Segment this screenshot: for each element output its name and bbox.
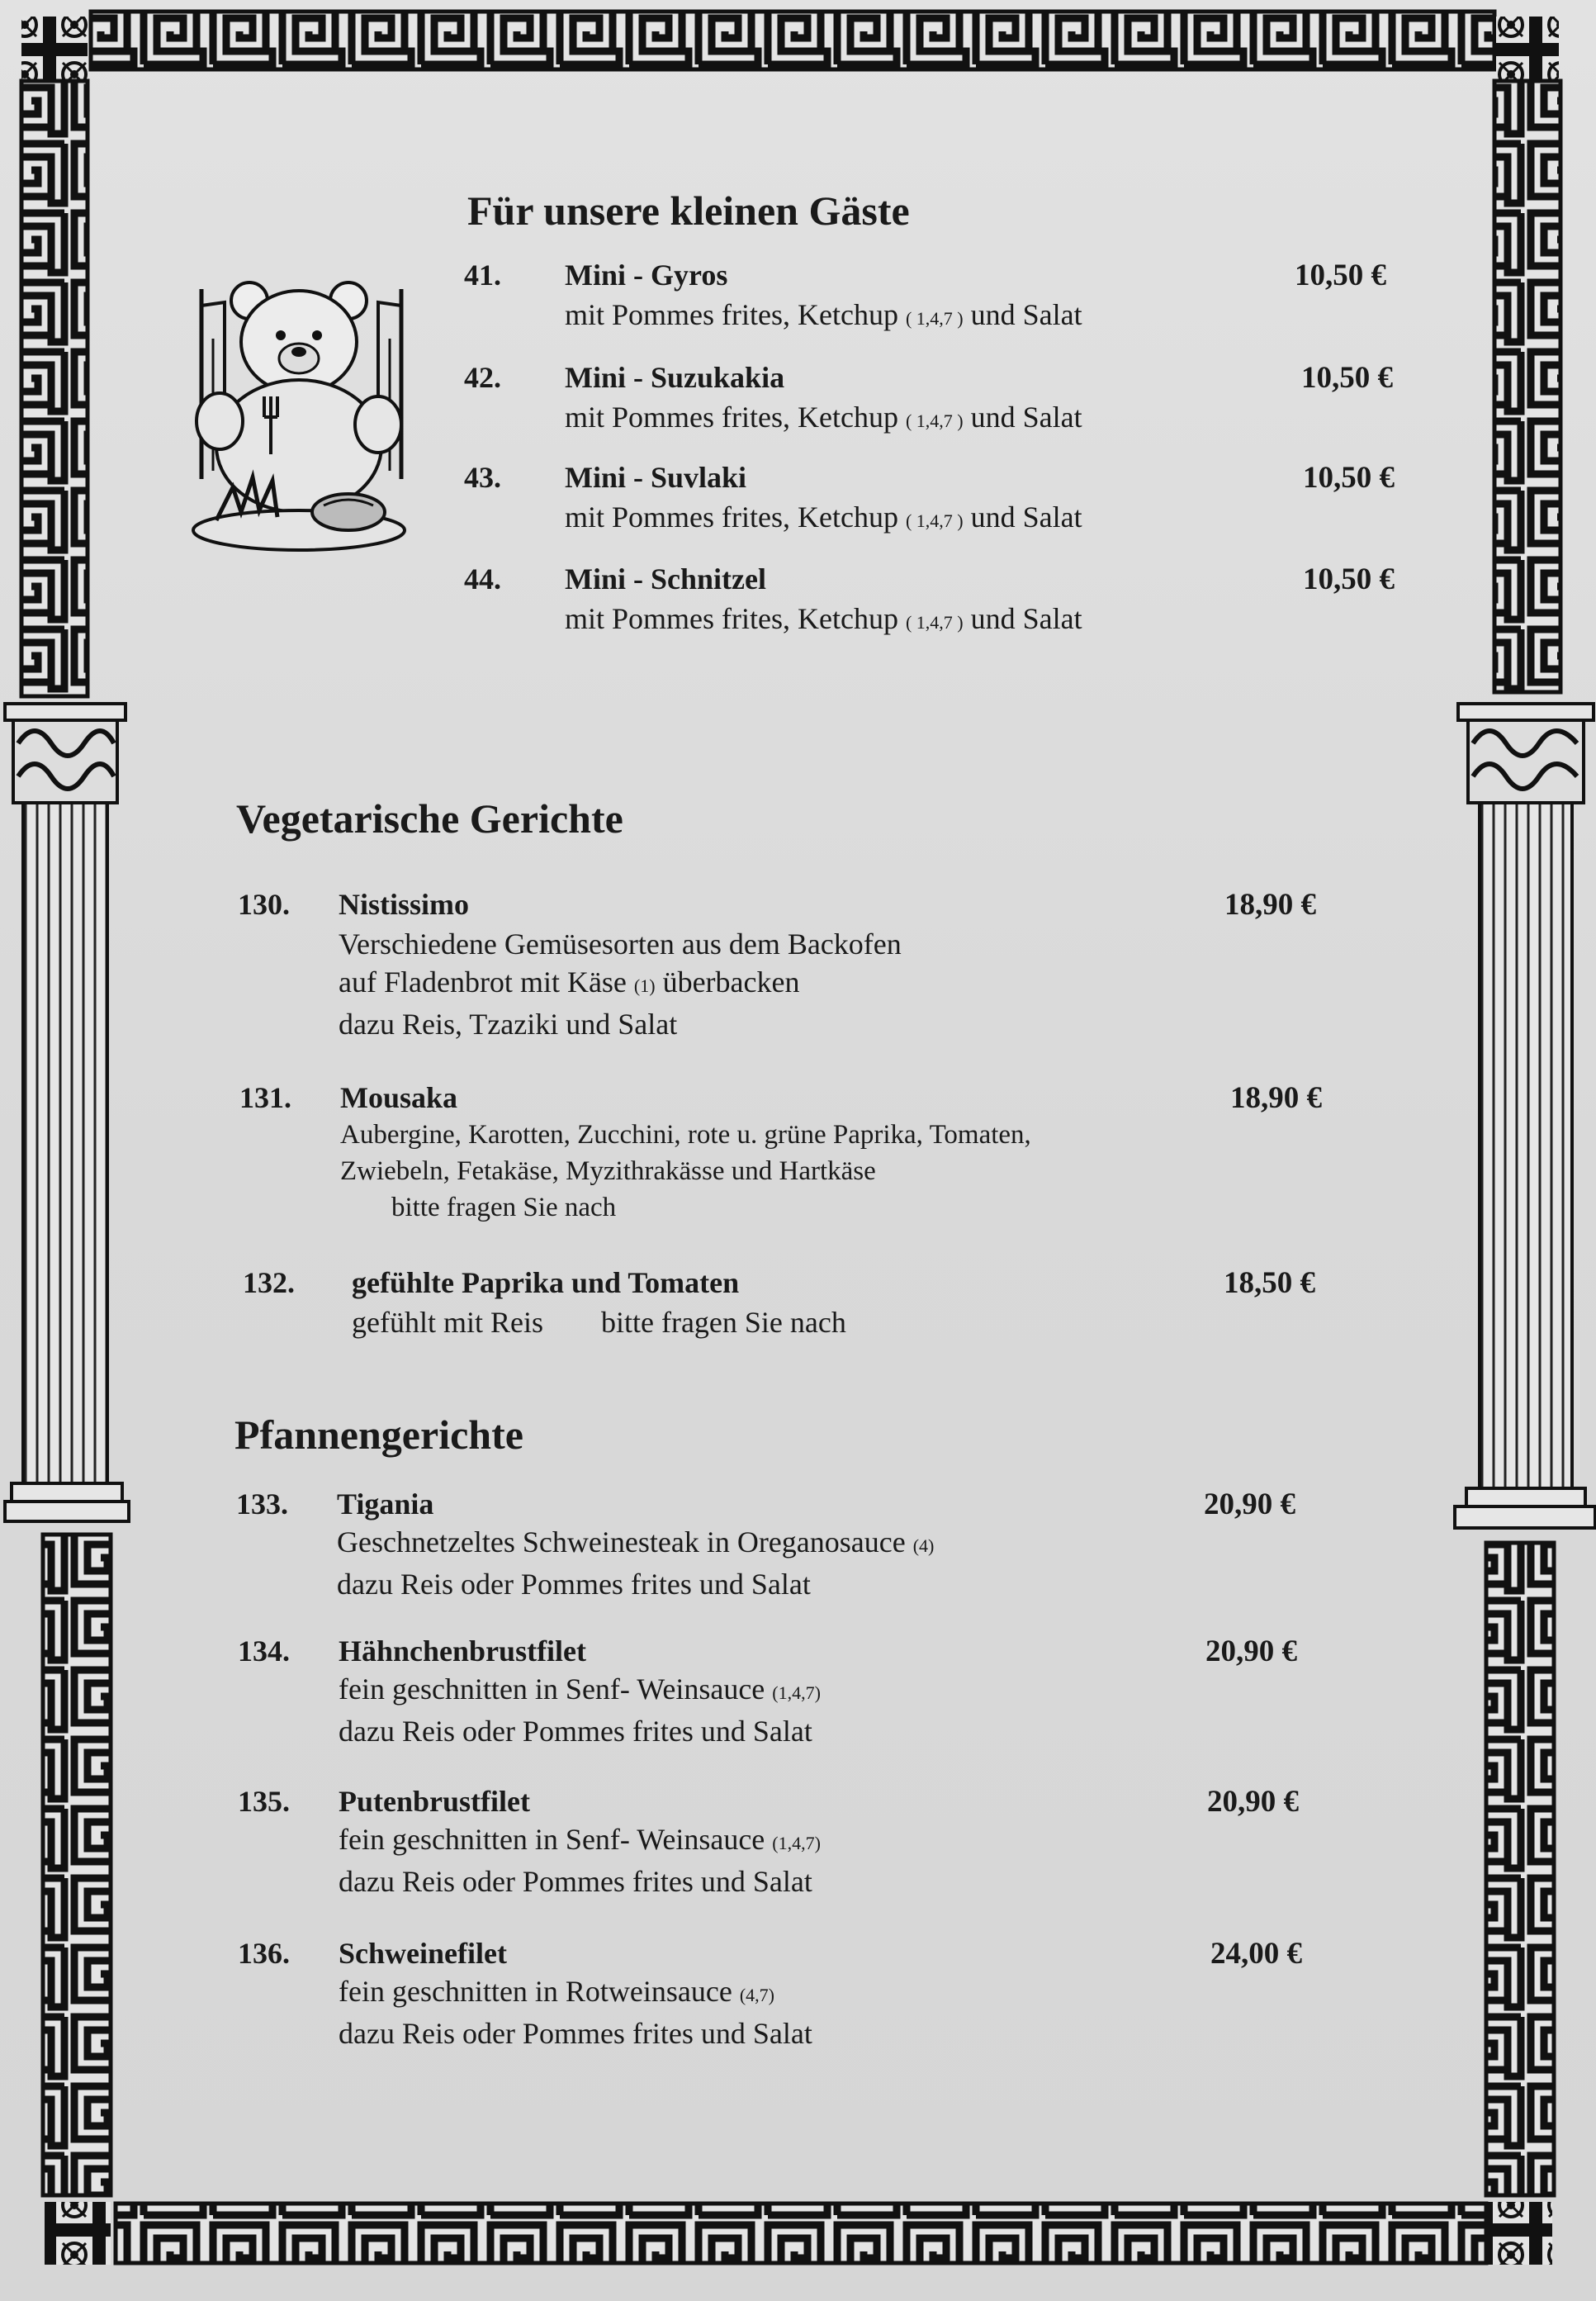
item-number: 130. (238, 888, 290, 921)
item-name: Putenbrustfilet (339, 1785, 530, 1818)
item-description: fein geschnitten in Senf- Weinsauce (1,4,7) dazu Reis oder Pommes frites und Salat (339, 1823, 821, 1898)
item-name: gefühlte Paprika und Tomaten (352, 1266, 740, 1299)
column-right (1455, 704, 1595, 1528)
item-name: Mini - Schnitzel (565, 562, 766, 595)
item-number: 132. (243, 1266, 295, 1299)
item-description: mit Pommes frites, Ketchup ( 1,4,7 ) und Salat (565, 401, 1082, 434)
allergen-codes: (1,4,7) (772, 1682, 821, 1703)
item-description: gefühlt mit Reis bitte fragen Sie nach (352, 1306, 846, 1339)
item-note: bitte fragen Sie nach (600, 1306, 846, 1339)
item-number: 43. (464, 461, 501, 494)
allergen-codes: (1,4,7) (772, 1833, 821, 1853)
allergen-codes: (4) (912, 1535, 935, 1556)
item-price: 10,50 € (1301, 361, 1393, 395)
item-number: 133. (236, 1487, 288, 1521)
section-title-kids: Für unsere kleinen Gäste (467, 187, 910, 234)
item-number: 131. (239, 1081, 291, 1114)
item-number: 136. (238, 1937, 290, 1970)
allergen-codes: ( 1,4,7 ) (905, 308, 964, 329)
item-price: 10,50 € (1295, 259, 1386, 292)
item-price: 20,90 € (1207, 1785, 1299, 1819)
item-description: mit Pommes frites, Ketchup ( 1,4,7 ) und Salat (565, 602, 1082, 635)
item-number: 135. (238, 1785, 290, 1818)
item-price: 18,90 € (1230, 1081, 1322, 1115)
item-number: 42. (464, 361, 501, 394)
menu-item-133 (236, 1487, 1351, 1601)
allergen-codes: (4,7) (739, 1985, 775, 2005)
item-name: Mini - Suzukakia (565, 361, 785, 394)
menu-item-135 (238, 1784, 1352, 1898)
item-description: mit Pommes frites, Ketchup ( 1,4,7 ) und Salat (565, 501, 1082, 534)
item-description: Verschiedene Gemüsesorten aus dem Backofen auf Fladenbrot mit Käse (1) überbacken dazu Reis, Tzaziki und Salat (339, 928, 902, 1041)
item-number: 41. (464, 259, 501, 292)
item-number: 44. (464, 562, 501, 595)
menu-item-44 (464, 562, 1405, 640)
item-description: fein geschnitten in Rotweinsauce (4,7) dazu Reis oder Pommes frites und Salat (339, 1975, 812, 2050)
item-price: 18,50 € (1224, 1266, 1315, 1300)
item-name: Hähnchenbrustfilet (339, 1634, 587, 1668)
item-name: Mousaka (340, 1081, 458, 1114)
item-name: Schweinefilet (339, 1937, 507, 1970)
menu-item-43 (464, 460, 1405, 538)
menu-item-41 (464, 258, 1405, 336)
column-left (5, 704, 129, 1521)
menu-item-136 (238, 1936, 1352, 2050)
section-title-pan: Pfannengerichte (234, 1411, 523, 1458)
item-description: Geschnetzeltes Schweinesteak in Oreganosauce (4) dazu Reis oder Pommes frites und Salat (337, 1525, 935, 1601)
teddy-bear-icon (192, 273, 411, 558)
allergen-codes: ( 1,4,7 ) (905, 510, 964, 531)
menu-item-132 (243, 1265, 1357, 1356)
item-price: 10,50 € (1303, 461, 1395, 495)
allergen-codes: (1) (633, 975, 656, 996)
item-price: 24,00 € (1210, 1937, 1302, 1971)
item-price: 20,90 € (1205, 1634, 1297, 1668)
item-description: mit Pommes frites, Ketchup ( 1,4,7 ) und Salat (565, 298, 1082, 331)
item-number: 134. (238, 1634, 290, 1668)
allergen-codes: ( 1,4,7 ) (905, 612, 964, 633)
section-title-vegetarian: Vegetarische Gerichte (236, 795, 623, 842)
item-name: Nistissimo (339, 888, 470, 921)
menu-item-42 (464, 360, 1405, 439)
item-name: Mini - Suvlaki (565, 461, 747, 494)
item-name: Mini - Gyros (565, 259, 728, 292)
menu-item-130 (238, 887, 1352, 1044)
item-price: 20,90 € (1204, 1487, 1295, 1521)
menu-item-134 (238, 1634, 1352, 1748)
menu-item-131 (239, 1080, 1354, 1237)
item-name: Tigania (337, 1487, 434, 1521)
item-description: fein geschnitten in Senf- Weinsauce (1,4,7) dazu Reis oder Pommes frites und Salat (339, 1672, 821, 1748)
item-description: Aubergine, Karotten, Zucchini, rote u. grüne Paprika, Tomaten, Zwiebeln, Fetakäse, Myzithrakässe und Hartkäse bitte fragen Sie nach (340, 1120, 1031, 1222)
allergen-codes: ( 1,4,7 ) (905, 410, 964, 431)
item-price: 18,90 € (1224, 888, 1316, 922)
item-price: 10,50 € (1303, 562, 1395, 596)
